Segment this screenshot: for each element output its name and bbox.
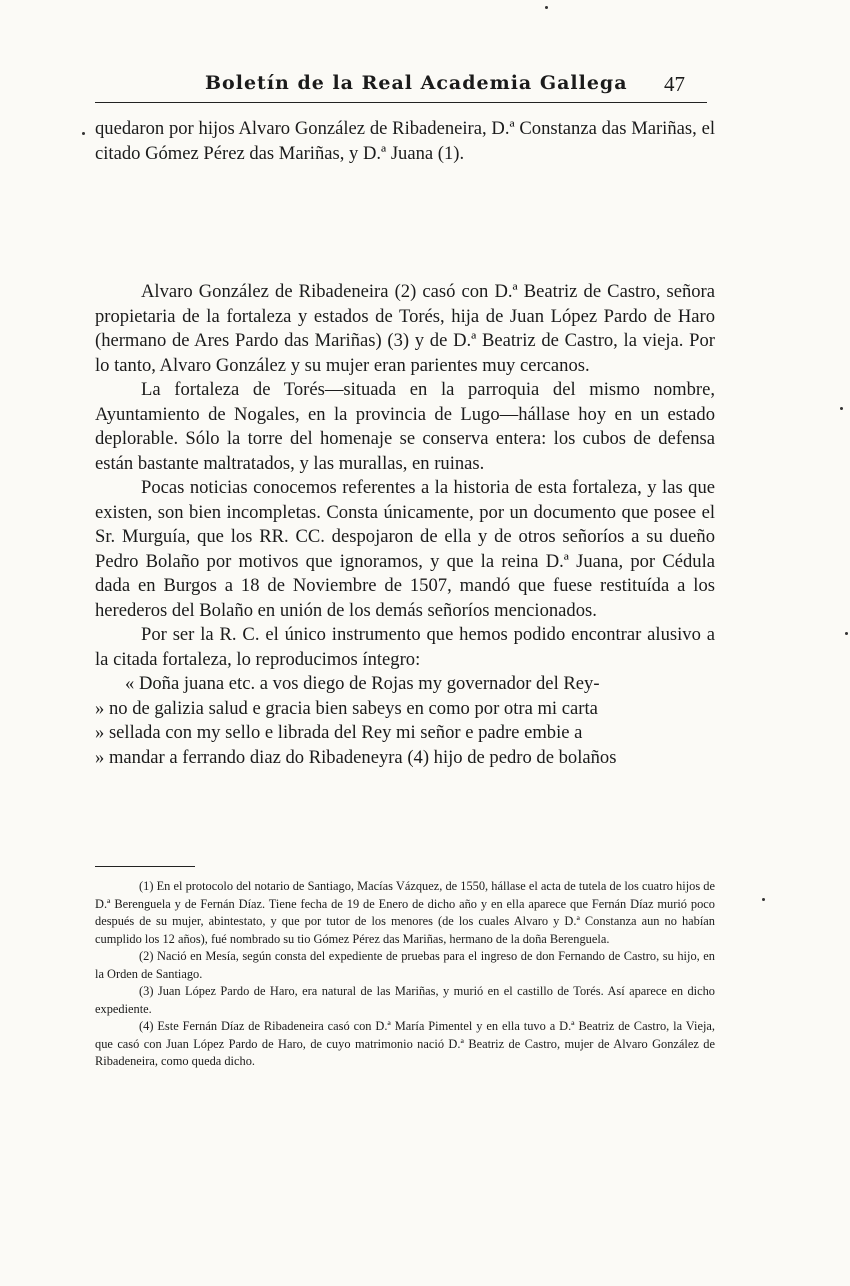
- footnotes: [95, 878, 715, 1071]
- footnote-divider: [95, 866, 195, 867]
- footnote-4: (4) Este Fernán Díaz de Ribadeneira casó con D.ª María Pimentel y en ella tuvo a D.ª Beatriz de Castro, la Vieja, que casó con Juan López Pardo de Haro, de cuyo matrimonio nació D.ª Beatriz de Castro, mujer de Alvaro González de Ribadeneira, como queda dicho.: [95, 1019, 715, 1068]
- print-speck: [840, 407, 843, 410]
- footnote-2: (2) Nació en Mesía, según consta del expediente de pruebas para el ingreso de don Fernando de Castro, su hijo, en la Orden de Santiago.: [95, 949, 715, 981]
- paragraph-history: Pocas noticias conocemos referentes a la historia de esta fortaleza, y las que existen, son bien incompletas. Consta únicamente, por un documento que posee el Sr. Murguía, que los RR. CC. despojaron de ella y de otros señoríos a su dueño Pedro Bolaño por motivos que ignoramos, y que la reina D.ª Juana, por Cédula dada en Burgos a 18 de Noviembre de 1507, mandó que fuese restituída a los herederos del Bolaño en unión de los demás señoríos mencionados.: [95, 477, 715, 621]
- paragraph-marriage: Alvaro González de Ribadeneira (2) casó con D.ª Beatriz de Castro, señora propietaria de la fortaleza y estados de Torés, hija de Juan López Pardo de Haro (hermano de Ares Pardo das Mariñas) (3) y de D.ª Beatriz de Castro, la vieja. Por lo tanto, Alvaro González y su mujer eran parientes muy cercanos.: [95, 281, 715, 376]
- main-text: [95, 280, 715, 770]
- paragraph-fortress: La fortaleza de Torés—situada en la parroquia del mismo nombre, Ayuntamiento de Nogales, en la provincia de Lugo—hállase hoy en un estado deplorable. Sólo la torre del homenaje se conserva entera: los cubos de defensa están bastante maltratados, y las murallas, en ruinas.: [95, 379, 715, 474]
- footnote-3: (3) Juan López Pardo de Haro, era natural de las Mariñas, y murió en el castillo de Torés. Así aparece en dicho expediente.: [95, 984, 715, 1016]
- quote-line: » sellada con my sello e librada del Rey mi señor e padre embie a: [95, 722, 583, 743]
- paragraph-intro-quote: Por ser la R. C. el único instrumento que hemos podido encontrar alusivo a la citada fortaleza, lo reproducimos íntegro:: [95, 624, 715, 670]
- royal-decree-quote: [95, 672, 715, 770]
- print-speck: [545, 6, 548, 9]
- main-text-top: [95, 117, 715, 166]
- print-speck: [762, 898, 765, 901]
- footnote-1: (1) En el protocolo del notario de Santiago, Macías Vázquez, de 1550, hállase el acta de tutela de los cuatro hijos de D.ª Berenguela y de Fernán Díaz. Tiene fecha de 19 de Enero de dicho año y en ella aparece que Fernán Díaz murió poco después de su mujer, abintestato, y que por tutor de los menores (de los cuales Alvaro y D.ª Constanza aun no habían cumplido los 12 años), fué nombrado su tio Gómez Pérez das Mariñas, hermano de la doña Berenguela.: [95, 879, 715, 946]
- quote-line: » no de galizia salud e gracia bien sabeys en como por otra mi carta: [95, 697, 598, 719]
- quote-line: « Doña juana etc. a vos diego de Rojas my governador del Rey-: [125, 673, 600, 694]
- paragraph-opening: quedaron por hijos Alvaro González de Ribadeneira, D.ª Constanza das Mariñas, el citado Gómez Pérez das Mariñas, y D.ª Juana (1).: [95, 118, 715, 164]
- print-speck: [82, 132, 85, 135]
- quote-line: » mandar a ferrando diaz do Ribadeneyra (4) hijo de pedro de bolaños: [95, 746, 617, 768]
- running-header: [95, 68, 707, 103]
- print-speck: [845, 632, 848, 635]
- journal-title: Boletín de la Real Academia Gallega: [205, 72, 628, 94]
- page-number: 47: [664, 72, 685, 96]
